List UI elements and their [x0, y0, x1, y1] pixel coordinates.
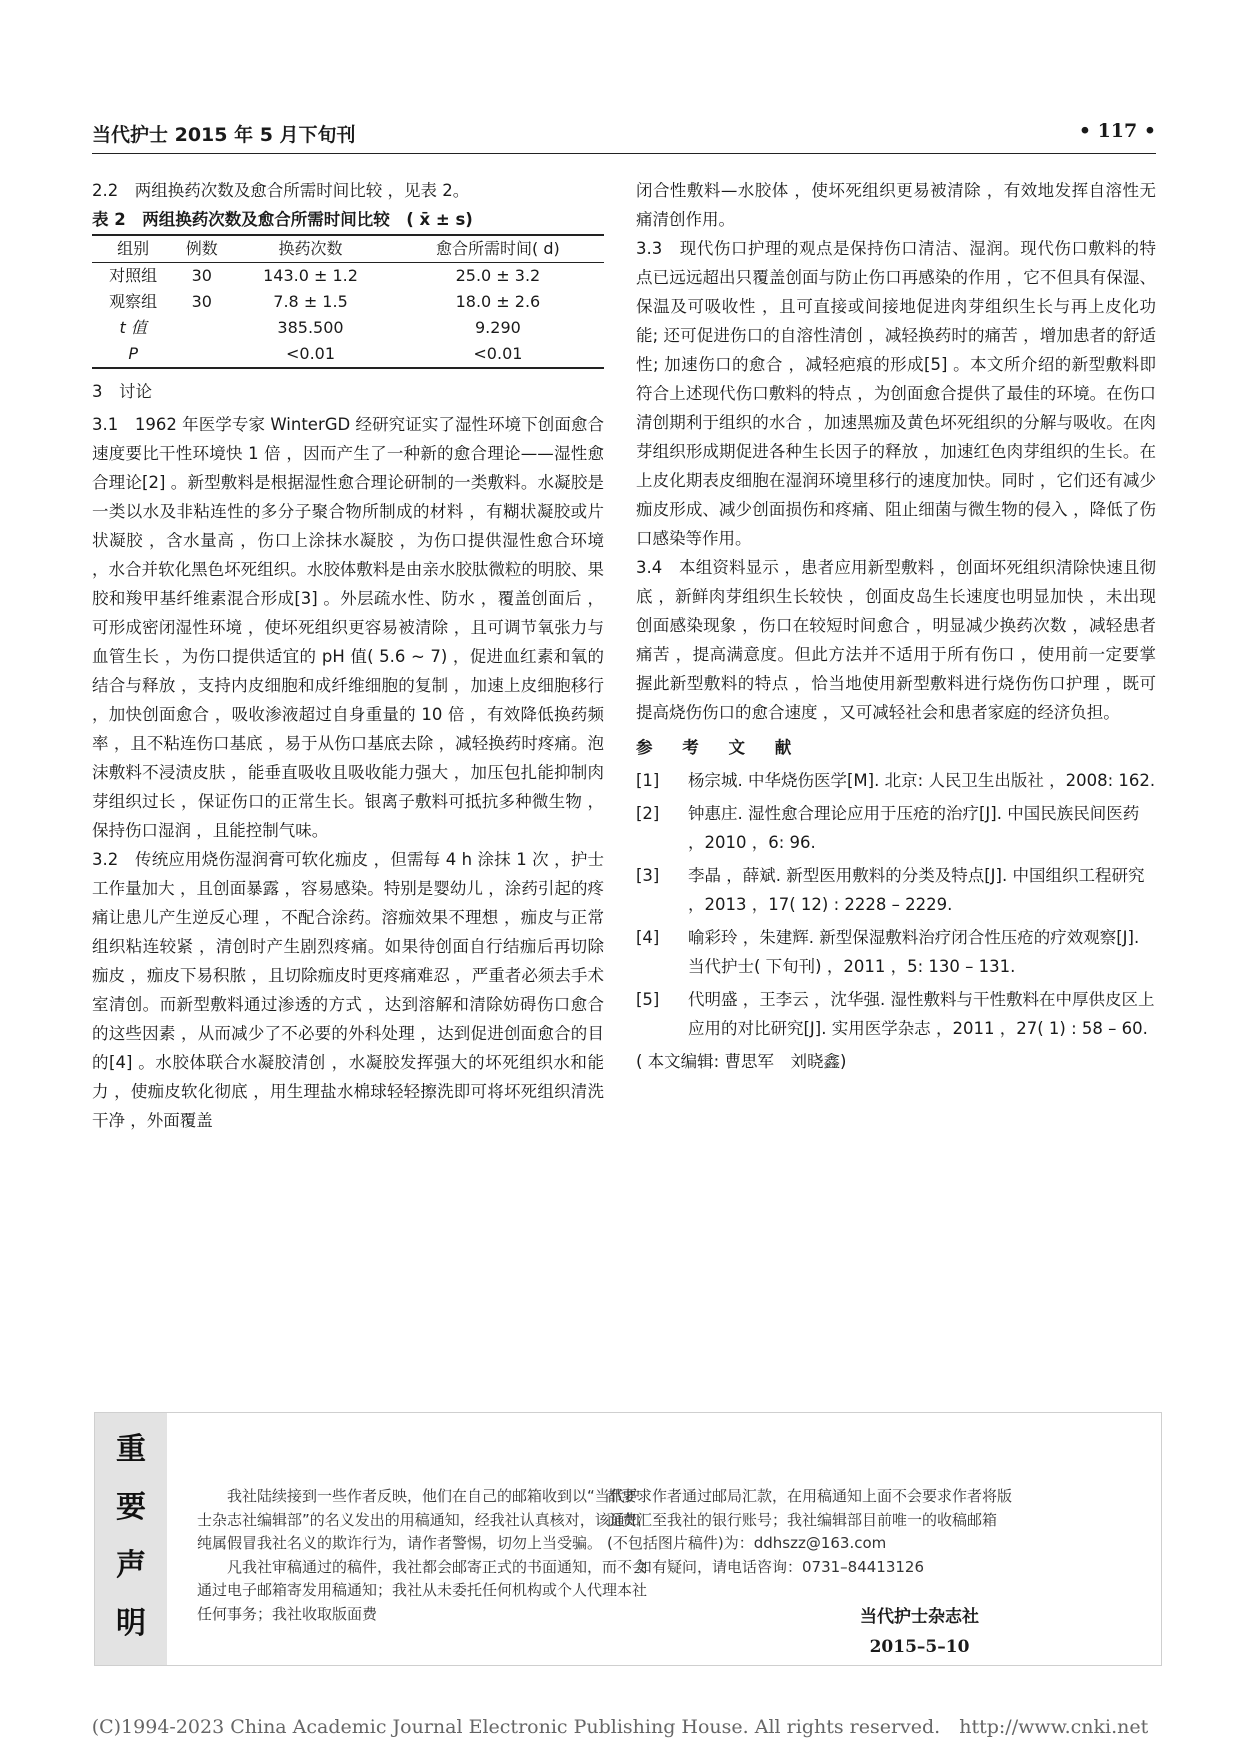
table-header-cell: 组别	[117, 239, 150, 258]
table-cell: <0.01	[286, 344, 336, 363]
notice-title-bar	[95, 1413, 167, 1665]
notice-organization: 当代护士杂志社	[860, 1607, 979, 1627]
table-cell	[174, 341, 229, 368]
table-cell	[174, 315, 229, 341]
table-cell: 对照组	[109, 266, 158, 285]
reference-text: 李晶 ，薛斌. 新型医用敷料的分类及特点[J]. 中国组织工程研究 ，2013 ，17( 12) : 2228 – 2229.	[688, 866, 1145, 914]
notice-left-text	[197, 1485, 652, 1626]
table-row	[92, 289, 604, 315]
reference-item	[636, 861, 1156, 919]
notice-title-char: 重	[116, 1432, 146, 1467]
table-cell: 9.290	[475, 318, 521, 337]
reference-number: [3]	[636, 866, 660, 885]
paragraph-3-2: 3.2 传统应用烧伤湿润膏可软化痂皮 ，但需每 4 h 涂抹 1 次 ，护士工作量加大 ，且创面暴露 ，容易感染。特别是婴幼儿 ，涂药引起的疼痛让患儿产生逆反心理 ，不配合涂药。溶痂效果不理想 ，痂皮与正常组织粘连较紧 ，清创时产生剧烈疼痛。如果待创面自行结痂后再切除痂皮 ，痂皮下易积脓 ，且切除痂皮时更疼痛难忍 ，严重者必须去手术室清创。而新型敷料通过渗透的方式 ，达到溶解和清除妨碍伤口愈合的这些因素 ，从而减少了不必要的外科处理 ，达到促进创面愈合的目的[4] 。水胶体联合水凝胶清创 ，水凝胶发挥强大的坏死组织水和能力 ，使痂皮软化彻底 ，用生理盐水棉球轻轻擦洗即可将坏死组织清洗干净 ，外面覆盖	[92, 850, 604, 1130]
notice-right-text	[607, 1485, 1015, 1579]
journal-title: 当代护士 2015 年 5 月下旬刊	[92, 124, 356, 146]
notice-paragraph: 凡我社审稿通过的稿件，我社都会邮寄正式的书面通知，而不会通过电子邮箱寄发用稿通知；我社从未委托任何机构或个人代理本社任何事务；我社收取版面费	[197, 1557, 648, 1623]
table-header-cell: 例数	[185, 239, 218, 258]
paragraph-3-3: 3.3 现代伤口护理的观点是保持伤口清洁、湿润。现代伤口敷料的特点已远远超出只覆盖创面与防止伤口再感染的作用 ，它不但具有保湿、保温及可吸收性 ，且可直接或间接地促进肉芽组织生长与再上皮化功能; 还可促进伤口的自溶性清创 ，减轻换药时的痛苦 ，增加患者的舒适性; 加速伤口的愈合 ，减轻疤痕的形成[5] 。本文所介绍的新型敷料即符合上述现代伤口敷料的特点 ，为创面愈合提供了最佳的环境。在伤口清创期利于组织的水合 ，加速黑痂及黄色坏死组织的分解与吸收。在肉芽组织形成期促进各种生长因子的释放 ，加速红色肉芽组织的生长。在上皮化期表皮细胞在湿润环境里移行的速度加快。同时 ，它们还有减少痂皮形成、减少创面损伤和疼痛、阻止细菌与微生物的侵入 ，降低了伤口感染等作用。	[636, 239, 1156, 548]
paragraph-3-4: 3.4 本组资料显示 ，患者应用新型敷料 ，创面坏死组织清除快速且彻底 ，新鲜肉芽组织生长较快 ，创面皮岛生长速度也明显加快 ，未出现创面感染现象 ，伤口在较短时间愈合 ，明显减少换药次数 ，减轻患者痛苦 ，提高满意度。但此方法并不适用于所有伤口 ，使用前一定要掌握此新型敷料的特点 ，恰当地使用新型敷料进行烧伤伤口护理 ，既可提高烧伤伤口的愈合速度 ，又可减轻社会和患者家庭的经济负担。	[636, 558, 1156, 722]
notice-title-char: 明	[116, 1606, 146, 1641]
references-heading: 参 考 文 献	[636, 738, 804, 757]
table-row	[92, 263, 604, 290]
reference-number: [2]	[636, 804, 660, 823]
reference-text: 钟惠庄. 湿性愈合理论应用于压疮的治疗[J]. 中国民族民间医药 ，2010 ，6: 96.	[688, 804, 1140, 852]
reference-item	[636, 799, 1156, 857]
table-caption: 表 2 两组换药次数及愈合所需时间比较 ( x̄ ± s)	[92, 210, 473, 229]
reference-item	[636, 923, 1156, 981]
paragraph-3-1: 3.1 1962 年医学专家 WinterGD 经研究证实了湿性环境下创面愈合速度要比干性环境快 1 倍 ，因而产生了一种新的愈合理论——湿性愈合理论[2] 。新型敷料是根据湿性愈合理论研制的一类敷料。水凝胶是一类以水及非粘连性的多分子聚合物所制成的材料 ，有糊状凝胶或片状凝胶 ，含水量高 ，伤口上涂抹水凝胶 ，为伤口提供湿性愈合环境 ，水合并软化黑色坏死组织。水胶体敷料是由亲水胶肽微粒的明胶、果胶和羧甲基纤维素混合形成[3] 。外层疏水性、防水 ，覆盖创面后 ，可形成密闭湿性环境 ，使坏死组织更容易被清除 ，且可调节氧张力与血管生长 ，为伤口提供适宜的 pH 值( 5.6 ~ 7) ，促进血红素和氧的结合与释放 ，支持内皮细胞和成纤维细胞的复制 ，加速上皮细胞移行 ，加快创面愈合 ，吸收渗液超过自身重量的 10 倍 ，有效降低换药频率 ，且不粘连伤口基底 ，易于从伤口基底去除 ，减轻换药时疼痛。泡沫敷料不浸渍皮肤 ，能垂直吸收且吸收能力强大 ，加压包扎能抑制肉芽组织过长 ，保证伤口的正常生长。银离子敷料可抵抗多种微生物 ，保持伤口湿润 ，且能控制气味。	[92, 415, 604, 840]
reference-number: [4]	[636, 928, 660, 947]
reference-text: 代明盛 ，王李云 ，沈华强. 湿性敷料与干性敷料在中厚供皮区上应用的对比研究[J]. 实用医学杂志 ，2011 ，27( 1) : 58 – 60.	[688, 990, 1155, 1038]
table-cell: t 值	[119, 318, 147, 337]
table-cell: 7.8 ± 1.5	[273, 292, 348, 311]
table-row	[92, 341, 604, 368]
left-column	[92, 176, 604, 1135]
paragraph-3-2-continued: 闭合性敷料—水胶体 ，使坏死组织更易被清除 ，有效地发挥自溶性无痛清创作用。	[636, 181, 1156, 229]
table-cell: 观察组	[109, 292, 158, 311]
table-header-row	[92, 235, 604, 263]
section-2-2-title: 2.2 两组换药次数及愈合所需时间比较 ，见表 2。	[92, 181, 470, 200]
notice-signature	[860, 1602, 979, 1662]
table-header-cell: 愈合所需时间( d)	[436, 239, 560, 258]
notice-title-char: 声	[116, 1548, 146, 1583]
table-cell: 143.0 ± 1.2	[263, 266, 358, 285]
results-table	[92, 234, 604, 369]
table-cell: 385.500	[277, 318, 344, 337]
reference-text: 喻彩玲 ，朱建辉. 新型保湿敷料治疗闭合性压疮的疗效观察[J]. 当代护士( 下旬刊) ，2011 ，5: 130 – 131.	[688, 928, 1140, 976]
notice-title-char: 要	[116, 1490, 146, 1525]
running-header	[92, 120, 1156, 150]
reference-item	[636, 985, 1156, 1043]
table-header-cell: 换药次数	[278, 239, 343, 258]
copyright-footer: (C)1994-2023 China Academic Journal Electronic Publishing House. All rights reserved. http://www.cnki.net	[91, 1716, 1149, 1738]
table-cell: 30	[191, 266, 212, 285]
reference-number: [5]	[636, 990, 660, 1009]
table-cell: 25.0 ± 3.2	[455, 266, 541, 285]
table-cell: <0.01	[473, 344, 523, 363]
notice-paragraph: 我社陆续接到一些作者反映，他们在自己的邮箱收到以“当代护士杂志社编辑部”的名义发出的用稿通知，经我社认真核对，该通知纯属假冒我社名义的欺诈行为，请作者警惕，切勿上当受骗。	[197, 1487, 640, 1552]
reference-text: 杨宗城. 中华烧伤医学[M]. 北京: 人民卫生出版社 ，2008: 162.	[688, 771, 1156, 790]
notice-contact: 如有疑问，请电话咨询：0731–84413126	[637, 1557, 925, 1576]
editor-credit: ( 本文编辑: 曹思军 刘晓鑫)	[636, 1052, 847, 1071]
table-cell: 18.0 ± 2.6	[455, 292, 541, 311]
table-cell: 30	[191, 292, 212, 311]
important-notice-box	[94, 1412, 1162, 1666]
reference-item	[636, 766, 1156, 795]
notice-paragraph: 都要求作者通过邮局汇款，在用稿通知上面不会要求作者将版面费汇至我社的银行账号；我社编辑部目前唯一的收稿邮箱(不包括图片稿件)为：ddhszz@163.com	[607, 1487, 1013, 1552]
header-rule	[92, 153, 1156, 154]
table-row	[92, 315, 604, 341]
reference-number: [1]	[636, 771, 660, 790]
section-3-heading: 3 讨论	[92, 382, 152, 401]
page-number: • 117 •	[1078, 120, 1156, 142]
right-column	[636, 176, 1156, 1076]
notice-date: 2015–5–10	[869, 1637, 970, 1657]
table-cell: P	[128, 344, 138, 363]
